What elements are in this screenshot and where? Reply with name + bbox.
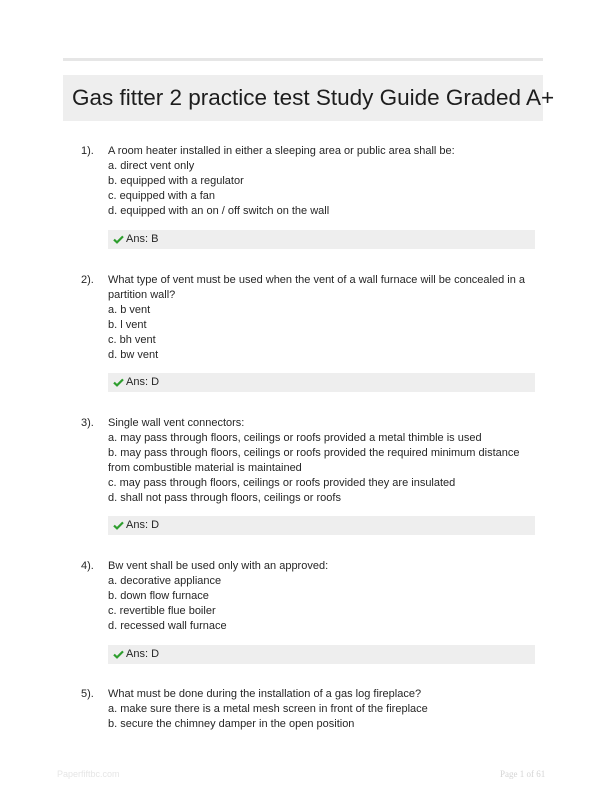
title-banner: [63, 75, 555, 121]
answer-text: Ans: D: [126, 519, 160, 531]
answer-text: Ans: D: [126, 376, 160, 388]
answer-text: Ans: B: [126, 233, 159, 245]
option-a: a. direct vent only: [108, 160, 195, 172]
checkmark-icon: [113, 521, 124, 530]
question-body: [108, 687, 538, 732]
option-c: c. bh vent: [108, 334, 156, 346]
answer-text: Ans: D: [126, 648, 160, 660]
option-d: d. bw vent: [108, 349, 159, 361]
page-number: Page 1 of 61: [500, 769, 546, 779]
checkmark-icon: [113, 235, 124, 244]
answer-box: [108, 645, 535, 664]
answer-box: [108, 516, 535, 535]
question-body: [108, 273, 538, 363]
option-d: d. recessed wall furnace: [108, 620, 227, 632]
checkmark-icon: [113, 378, 124, 387]
option-a: a. may pass through floors, ceilings or roofs provided a metal thimble is used: [108, 432, 482, 444]
question-body: [108, 559, 538, 634]
option-b: b. secure the chimney damper in the open position: [108, 718, 355, 730]
option-a: a. b vent: [108, 304, 151, 316]
option-c: c. revertible flue boiler: [108, 605, 216, 617]
option-b: b. equipped with a regulator: [108, 175, 244, 187]
checkmark-icon: [113, 650, 124, 659]
option-d: d. shall not pass through floors, ceilings or roofs: [108, 492, 341, 504]
question-text: What must be done during the installation of a gas log fireplace?: [108, 688, 422, 700]
option-c: c. equipped with a fan: [108, 190, 216, 202]
option-c: c. may pass through floors, ceilings or roofs provided they are insulated: [108, 477, 456, 489]
footer-watermark: Paperfiftbc.com: [57, 769, 120, 779]
option-d: d. equipped with an on / off switch on the wall: [108, 205, 330, 217]
document-title: Gas fitter 2 practice test Study Guide Graded A+: [72, 85, 555, 110]
question-number: 2).: [81, 274, 94, 286]
question-number: 3).: [81, 417, 94, 429]
question-body: [108, 416, 538, 506]
answer-box: [108, 230, 535, 249]
question-number: 4).: [81, 560, 94, 572]
question-text: Single wall vent connectors:: [108, 417, 245, 429]
question-text: What type of vent must be used when the vent of a wall furnace will be concealed in a partition wall?: [108, 274, 526, 301]
question-text: Bw vent shall be used only with an approved:: [108, 560, 329, 572]
question-number: 1).: [81, 145, 94, 157]
answer-box: [108, 373, 535, 392]
question-text: A room heater installed in either a sleeping area or public area shall be:: [108, 145, 455, 157]
question-number: 5).: [81, 688, 94, 700]
option-b: b. down flow furnace: [108, 590, 209, 602]
question-body: [108, 144, 538, 219]
top-rule: [63, 58, 543, 61]
option-a: a. make sure there is a metal mesh screen in front of the fireplace: [108, 703, 428, 715]
option-a: a. decorative appliance: [108, 575, 222, 587]
option-b: b. l vent: [108, 319, 147, 331]
option-b: b. may pass through floors, ceilings or roofs provided the required minimum distance from combustible material is maintained: [108, 447, 520, 474]
